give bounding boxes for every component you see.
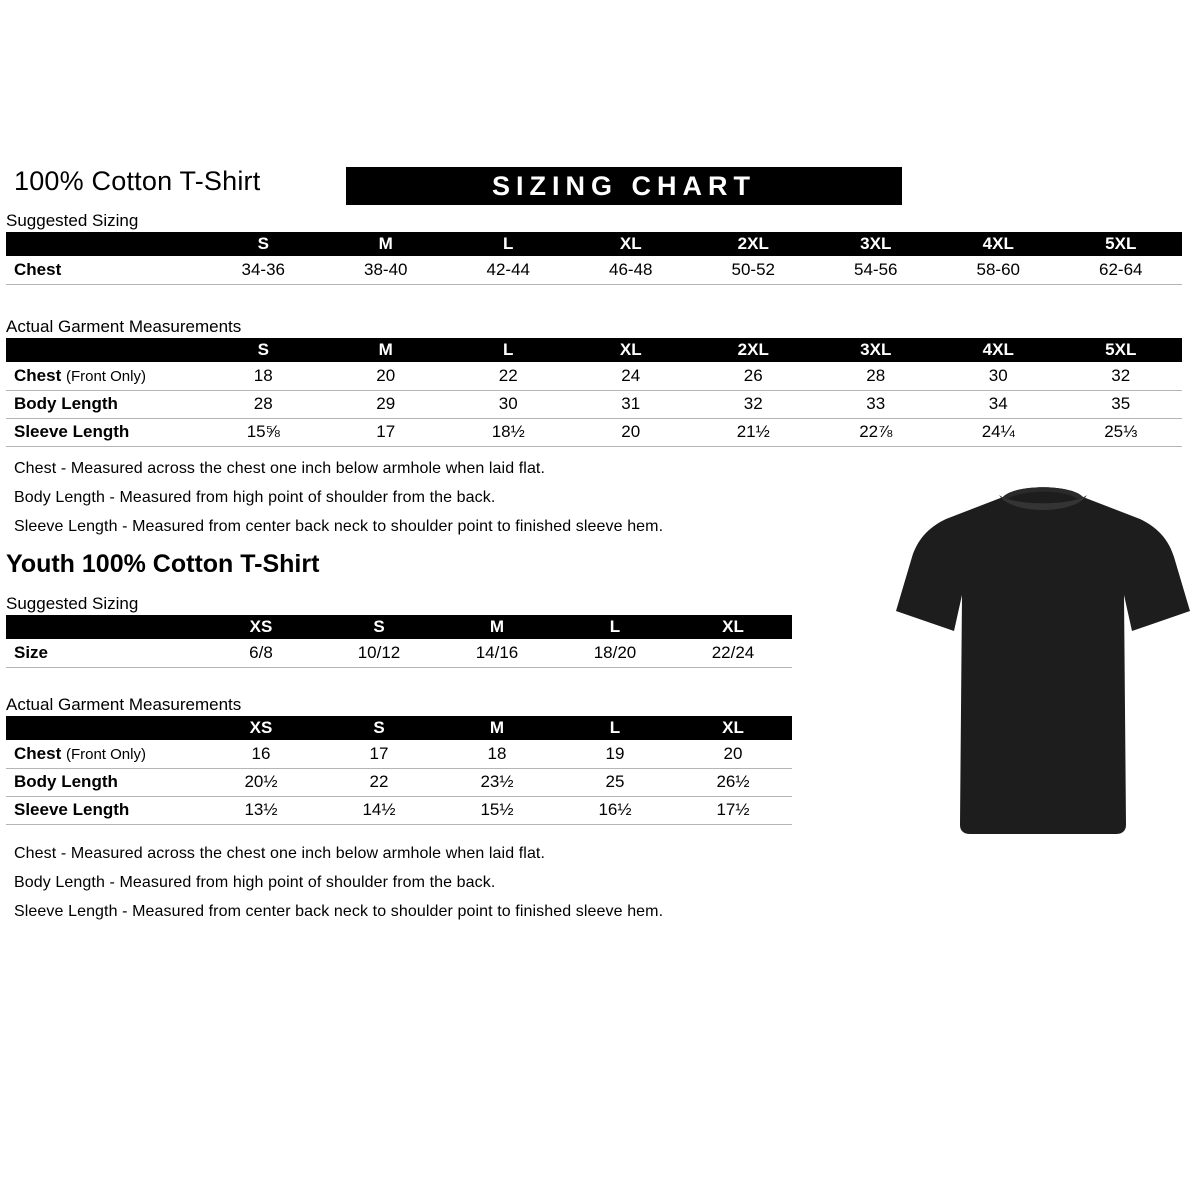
cell-value: 28 <box>815 362 938 390</box>
cell-value: 26½ <box>674 768 792 796</box>
cell-value: 10/12 <box>320 639 438 667</box>
cell-value: 30 <box>447 390 570 418</box>
row-label-cell <box>6 740 202 768</box>
cell-value: 33 <box>815 390 938 418</box>
cell-value: 13½ <box>202 796 320 824</box>
size-col-header: XL <box>674 615 792 639</box>
cell-value: 20 <box>674 740 792 768</box>
table-row <box>6 796 792 824</box>
size-col-header: M <box>438 615 556 639</box>
cell-value: 34-36 <box>202 256 325 284</box>
cell-value: 26 <box>692 362 815 390</box>
size-col-header: S <box>202 232 325 256</box>
size-col-header: S <box>320 716 438 740</box>
row-label-cell <box>6 256 202 284</box>
table-row <box>6 390 1182 418</box>
size-col-header: L <box>447 338 570 362</box>
tshirt-image <box>893 477 1193 845</box>
adult-actual-measurements-label: Actual Garment Measurements <box>6 317 242 336</box>
cell-value: 62-64 <box>1060 256 1183 284</box>
row-label: Chest <box>14 259 62 279</box>
row-label-cell <box>6 390 202 418</box>
row-label: Sleeve Length <box>14 800 130 819</box>
size-col-header: XS <box>202 615 320 639</box>
cell-value: 29 <box>325 390 448 418</box>
size-col-header: XL <box>674 716 792 740</box>
cell-value: 22 <box>320 768 438 796</box>
table-row <box>6 418 1182 446</box>
row-label: Body Length <box>14 772 118 791</box>
size-col-header: 2XL <box>692 338 815 362</box>
row-label: Chest <box>14 743 62 763</box>
cell-value: 18/20 <box>556 639 674 667</box>
row-label-note: (Front Only) <box>65 745 146 763</box>
cell-value: 54-56 <box>815 256 938 284</box>
table-row <box>6 639 792 667</box>
cell-value: 19 <box>556 740 674 768</box>
cell-value: 20 <box>325 362 448 390</box>
cell-value: 14½ <box>320 796 438 824</box>
cell-value: 24 <box>570 362 693 390</box>
cell-value: 25 <box>556 768 674 796</box>
size-col-header: 5XL <box>1060 232 1183 256</box>
cell-value: 18 <box>202 362 325 390</box>
cell-value: 17 <box>325 418 448 446</box>
adult-suggested-sizing-label: Suggested Sizing <box>6 211 139 230</box>
adult-actual-measurements-table <box>6 338 1182 447</box>
size-col-header: XS <box>202 716 320 740</box>
youth-actual-measurements-label: Actual Garment Measurements <box>6 695 242 714</box>
table-header-row <box>6 338 1182 362</box>
cell-value: 35 <box>1060 390 1183 418</box>
youth-actual-measurements-table <box>6 716 792 825</box>
header-blank-cell <box>6 338 202 362</box>
page-title: 100% Cotton T-Shirt <box>14 166 261 196</box>
row-label-cell <box>6 418 202 446</box>
cell-value: 42-44 <box>447 256 570 284</box>
size-col-header: M <box>438 716 556 740</box>
row-label-cell <box>6 796 202 824</box>
cell-value: 28 <box>202 390 325 418</box>
row-label: Size <box>14 642 49 662</box>
cell-value: 21½ <box>692 418 815 446</box>
size-col-header: L <box>556 615 674 639</box>
youth-suggested-sizing-table <box>6 615 792 668</box>
cell-value: 18½ <box>447 418 570 446</box>
cell-value: 50-52 <box>692 256 815 284</box>
cell-value: 14/16 <box>438 639 556 667</box>
size-col-header: 4XL <box>937 338 1060 362</box>
cell-value: 46-48 <box>570 256 693 284</box>
cell-value: 22⅞ <box>815 418 938 446</box>
cell-value: 58-60 <box>937 256 1060 284</box>
table-row <box>6 740 792 768</box>
cell-value: 31 <box>570 390 693 418</box>
size-col-header: S <box>202 338 325 362</box>
size-col-header: 3XL <box>815 338 938 362</box>
note-line: Chest - Measured across the chest one inch below armhole when laid flat. <box>14 460 546 477</box>
row-label: Sleeve Length <box>14 422 130 441</box>
cell-value: 15½ <box>438 796 556 824</box>
size-col-header: 2XL <box>692 232 815 256</box>
sizing-chart-banner <box>346 167 902 205</box>
table-header-row <box>6 232 1182 256</box>
row-label: Body Length <box>14 394 118 413</box>
note-line: Body Length - Measured from high point of shoulder from the back. <box>14 489 496 506</box>
note-line: Sleeve Length - Measured from center back neck to shoulder point to finished sleeve hem. <box>14 518 664 535</box>
cell-value: 30 <box>937 362 1060 390</box>
cell-value: 6/8 <box>202 639 320 667</box>
cell-value: 34 <box>937 390 1060 418</box>
table-header-row <box>6 716 792 740</box>
cell-value: 23½ <box>438 768 556 796</box>
header-blank-cell <box>6 615 202 639</box>
tshirt-body <box>896 487 1190 834</box>
adult-measurement-notes <box>14 460 854 547</box>
cell-value: 20½ <box>202 768 320 796</box>
cell-value: 32 <box>692 390 815 418</box>
header-blank-cell <box>6 232 202 256</box>
cell-value: 16½ <box>556 796 674 824</box>
cell-value: 24¼ <box>937 418 1060 446</box>
row-label-note: (Front Only) <box>65 367 146 385</box>
cell-value: 16 <box>202 740 320 768</box>
size-col-header: L <box>447 232 570 256</box>
size-col-header: XL <box>570 338 693 362</box>
cell-value: 15⅝ <box>202 418 325 446</box>
size-col-header: M <box>325 338 448 362</box>
cell-value: 38-40 <box>325 256 448 284</box>
size-col-header: L <box>556 716 674 740</box>
sizing-chart-banner-label: SIZING CHART <box>492 170 756 201</box>
note-line: Body Length - Measured from high point of shoulder from the back. <box>14 874 496 891</box>
size-col-header: 3XL <box>815 232 938 256</box>
adult-suggested-sizing-table <box>6 232 1182 285</box>
table-row <box>6 362 1182 390</box>
size-col-header: S <box>320 615 438 639</box>
row-label-cell <box>6 362 202 390</box>
table-header-row <box>6 615 792 639</box>
cell-value: 17 <box>320 740 438 768</box>
row-label-cell <box>6 768 202 796</box>
size-col-header: XL <box>570 232 693 256</box>
cell-value: 22/24 <box>674 639 792 667</box>
cell-value: 22 <box>447 362 570 390</box>
header-blank-cell <box>6 716 202 740</box>
youth-section-title: Youth 100% Cotton T-Shirt <box>6 550 320 578</box>
cell-value: 25⅓ <box>1060 418 1183 446</box>
note-line: Sleeve Length - Measured from center back neck to shoulder point to finished sleeve hem. <box>14 903 664 920</box>
cell-value: 18 <box>438 740 556 768</box>
table-row <box>6 768 792 796</box>
row-label-cell <box>6 639 202 667</box>
row-label: Chest <box>14 365 62 385</box>
table-row <box>6 256 1182 284</box>
youth-measurement-notes <box>14 845 854 932</box>
note-line: Chest - Measured across the chest one inch below armhole when laid flat. <box>14 845 546 862</box>
size-col-header: 4XL <box>937 232 1060 256</box>
cell-value: 20 <box>570 418 693 446</box>
cell-value: 17½ <box>674 796 792 824</box>
size-col-header: M <box>325 232 448 256</box>
youth-suggested-sizing-label: Suggested Sizing <box>6 594 139 613</box>
tshirt-silhouette <box>893 477 1193 845</box>
cell-value: 32 <box>1060 362 1183 390</box>
size-col-header: 5XL <box>1060 338 1183 362</box>
